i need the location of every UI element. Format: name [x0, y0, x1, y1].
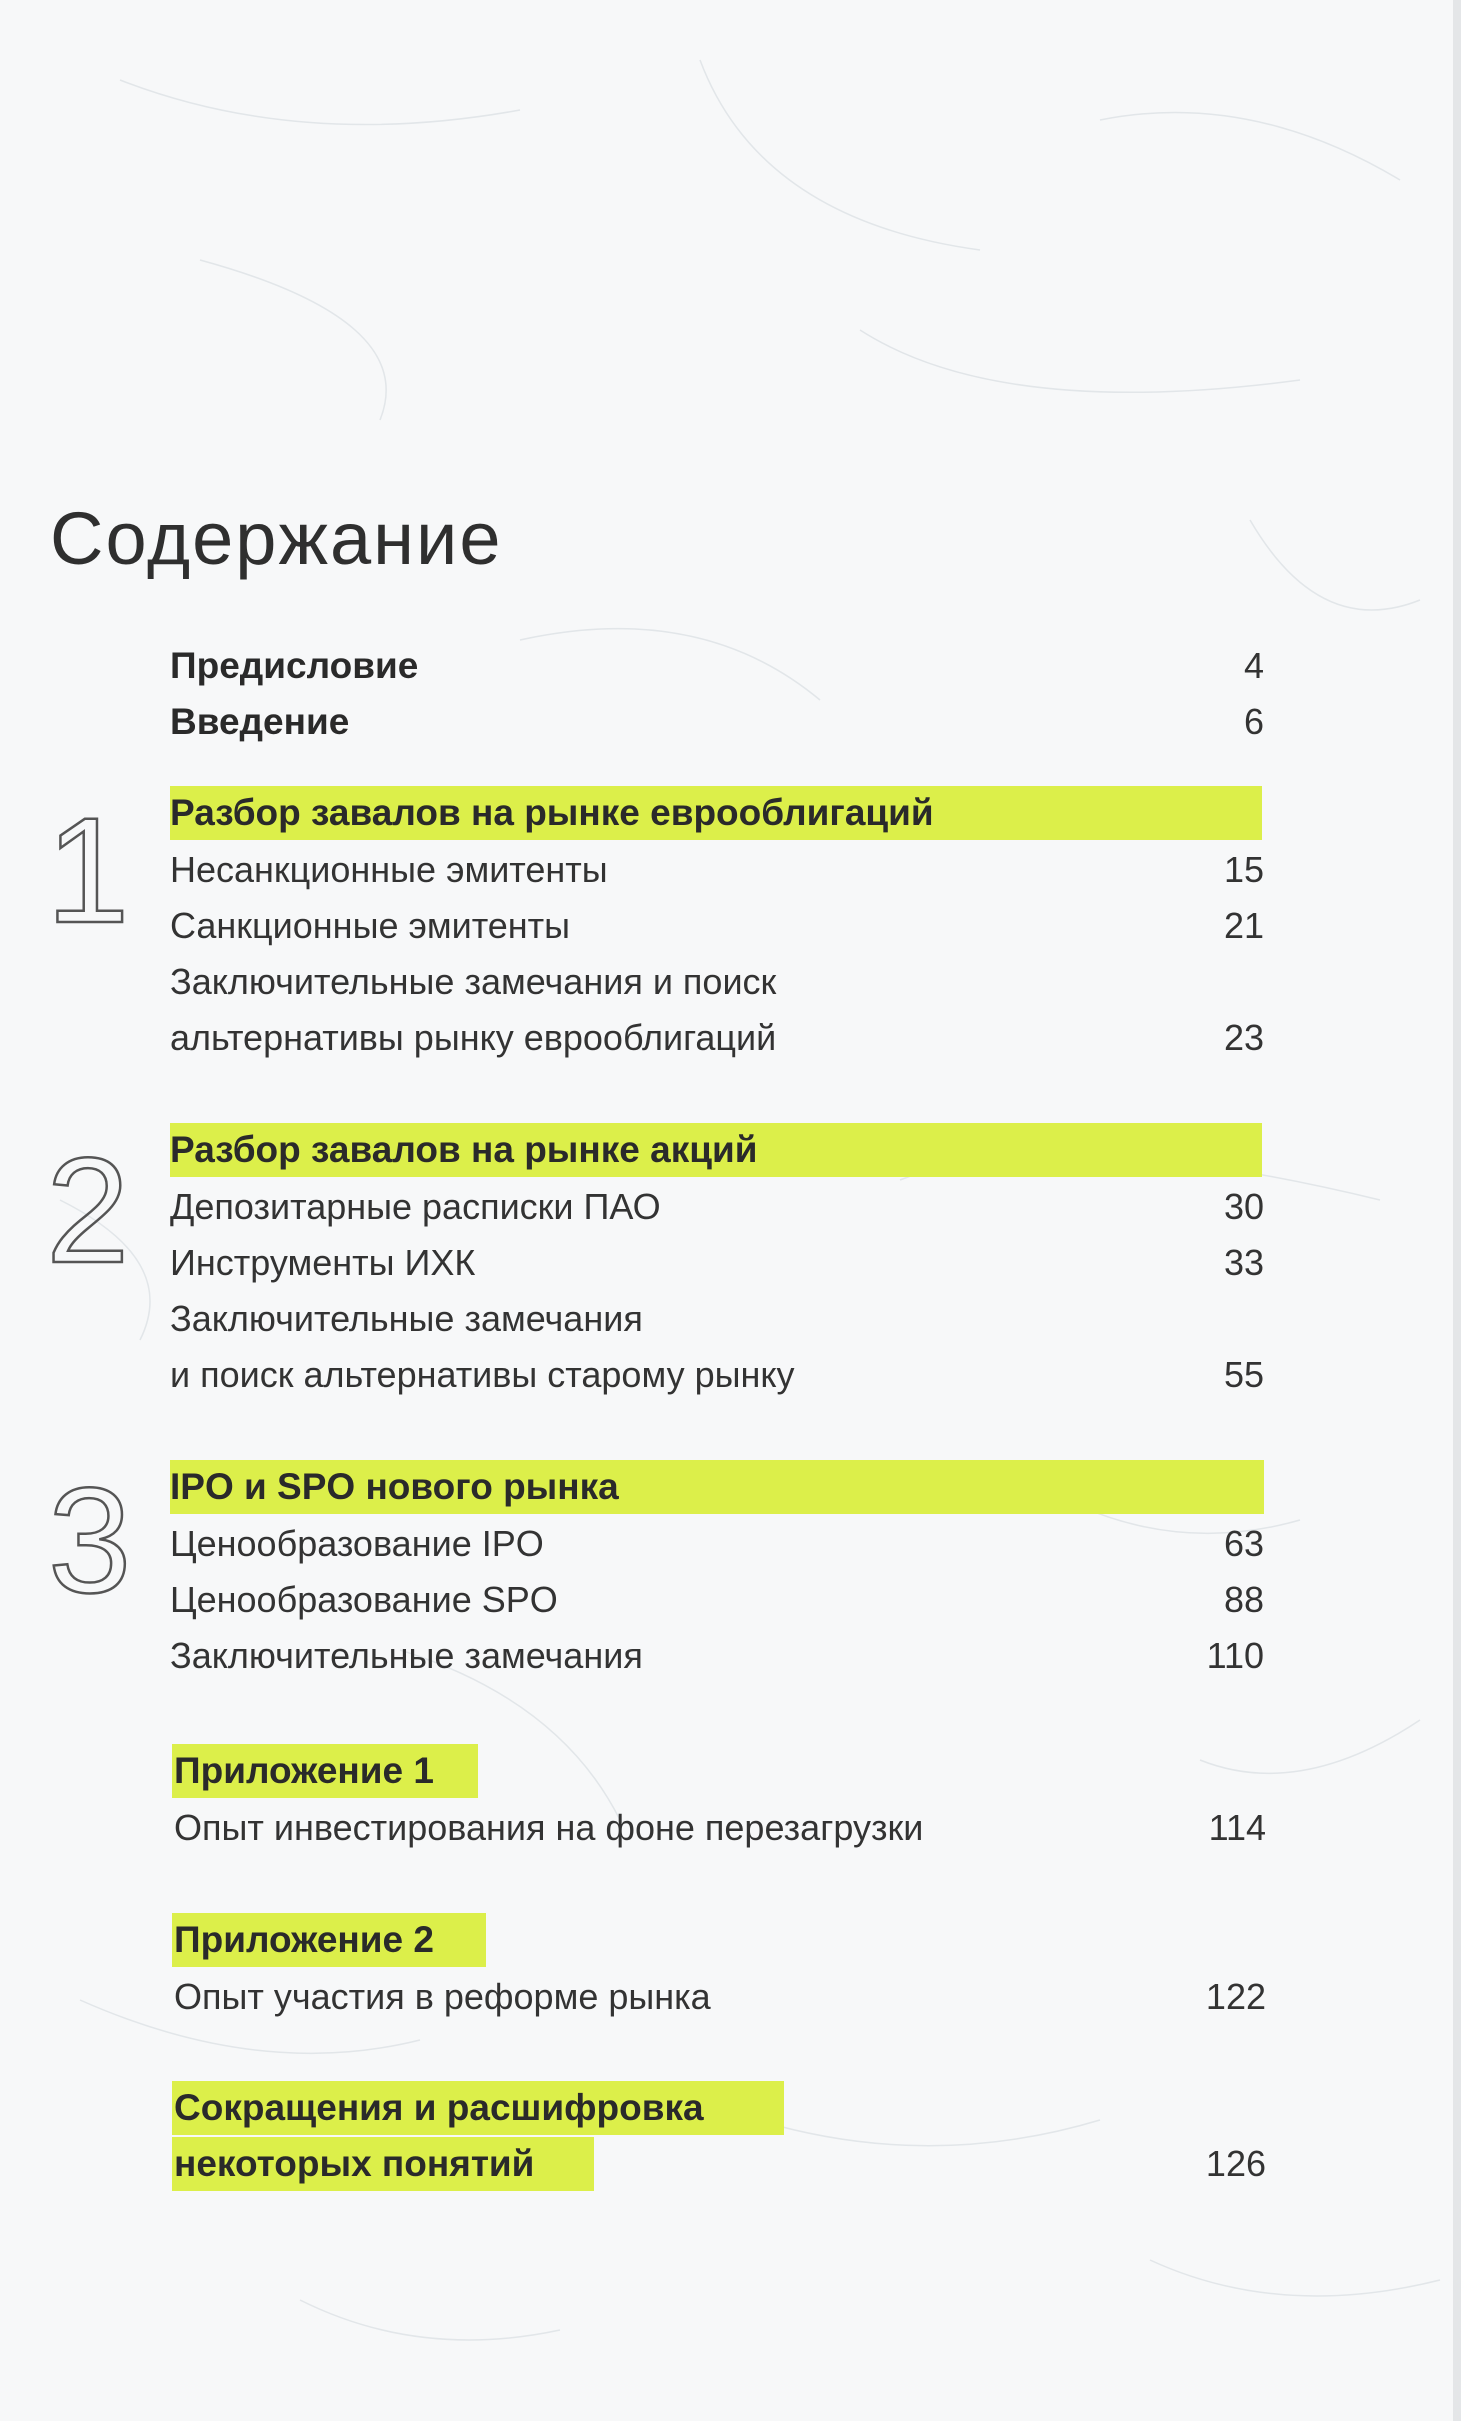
chapter-1-heading[interactable] — [170, 785, 1264, 841]
toc-entry[interactable] — [174, 1969, 1266, 2025]
toc-entry-preface[interactable] — [170, 638, 1264, 694]
toc-entry-label: Заключительные замечания и поиск — [170, 961, 777, 1002]
toc-entry[interactable] — [170, 1291, 1264, 1347]
toc-page-number: 114 — [1208, 1807, 1266, 1848]
toc-entry-continued[interactable] — [170, 1010, 1264, 1066]
toc-entry[interactable] — [170, 1628, 1264, 1684]
toc-entry[interactable] — [170, 1235, 1264, 1291]
appendix-2-heading[interactable] — [174, 1912, 1268, 1968]
glossary-heading-continued[interactable] — [174, 2136, 1266, 2192]
toc-entry-label: Введение — [170, 701, 350, 742]
toc-entry-continued[interactable] — [170, 1347, 1264, 1403]
toc-entry[interactable] — [170, 1516, 1264, 1572]
toc-entry[interactable] — [170, 954, 1264, 1010]
chapter-heading-label: Разбор завалов на рынке еврооблигаций — [170, 792, 934, 833]
chapter-number-1-outline — [40, 786, 130, 954]
chapter-number-2-outline — [42, 1126, 152, 1294]
glossary-heading-label: Сокращения и расшифровка — [174, 2087, 704, 2128]
toc-page-number: 55 — [1223, 1354, 1264, 1395]
toc-entry[interactable] — [170, 842, 1264, 898]
toc-page-number: 122 — [1205, 1976, 1266, 2017]
toc-page-number: 110 — [1206, 1635, 1264, 1676]
toc-entry-label: Депозитарные расписки ПАО — [170, 1186, 661, 1227]
toc-entry-label: Заключительные замечания — [170, 1298, 643, 1339]
appendix-heading-label: Приложение 1 — [174, 1750, 434, 1791]
chapter-number: 3 — [48, 1456, 132, 1624]
chapter-heading-label: Разбор завалов на рынке акций — [170, 1129, 758, 1170]
chapter-2-heading[interactable] — [170, 1122, 1264, 1178]
toc-entry-label: Заключительные замечания — [170, 1635, 643, 1676]
toc-page-number: 126 — [1205, 2143, 1266, 2184]
chapter-number: 2 — [46, 1126, 130, 1294]
toc-page-number: 30 — [1223, 1186, 1264, 1227]
toc-entry-label: и поиск альтернативы старому рынку — [170, 1354, 795, 1395]
toc-entry[interactable] — [170, 1572, 1264, 1628]
toc-entry-label: Опыт участия в реформе рынка — [174, 1976, 711, 2017]
toc-page-number: 21 — [1223, 905, 1264, 946]
toc-page-number: 23 — [1223, 1017, 1264, 1058]
toc-entry-introduction[interactable] — [170, 694, 1264, 750]
glossary-heading-label: некоторых понятий — [174, 2143, 535, 2184]
toc-entry[interactable] — [174, 1800, 1266, 1856]
toc-page-number: 6 — [1243, 701, 1264, 742]
toc-entry-label: Инструменты ИХК — [170, 1242, 476, 1283]
toc-page-number: 15 — [1223, 849, 1264, 890]
glossary-heading[interactable] — [174, 2080, 1268, 2136]
toc-page-number: 88 — [1223, 1579, 1264, 1620]
toc-page-number: 4 — [1243, 645, 1264, 686]
chapter-heading-label: IPO и SPO нового рынка — [170, 1466, 619, 1507]
toc-entry[interactable] — [170, 1179, 1264, 1235]
appendix-1-heading[interactable] — [174, 1743, 1268, 1799]
page-edge — [1453, 0, 1461, 2421]
toc-page-number: 33 — [1223, 1242, 1264, 1283]
toc-entry-label: Предисловие — [170, 645, 419, 686]
chapter-number-3-outline — [44, 1456, 154, 1624]
chapter-3-heading[interactable] — [170, 1459, 1264, 1515]
toc-entry[interactable] — [170, 898, 1264, 954]
toc-entry-label: альтернативы рынку еврооблигаций — [170, 1017, 777, 1058]
toc-entry-label: Ценообразование SPO — [170, 1579, 558, 1620]
appendix-heading-label: Приложение 2 — [174, 1919, 434, 1960]
page-title: Содержание — [50, 497, 503, 580]
chapter-number: 1 — [46, 786, 130, 954]
toc-page-number: 63 — [1223, 1523, 1264, 1564]
toc-entry-label: Ценообразование IPO — [170, 1523, 544, 1564]
toc-entry-label: Опыт инвестирования на фоне перезагрузки — [174, 1807, 924, 1848]
toc-entry-label: Санкционные эмитенты — [170, 905, 571, 946]
toc-entry-label: Несанкционные эмитенты — [170, 849, 608, 890]
